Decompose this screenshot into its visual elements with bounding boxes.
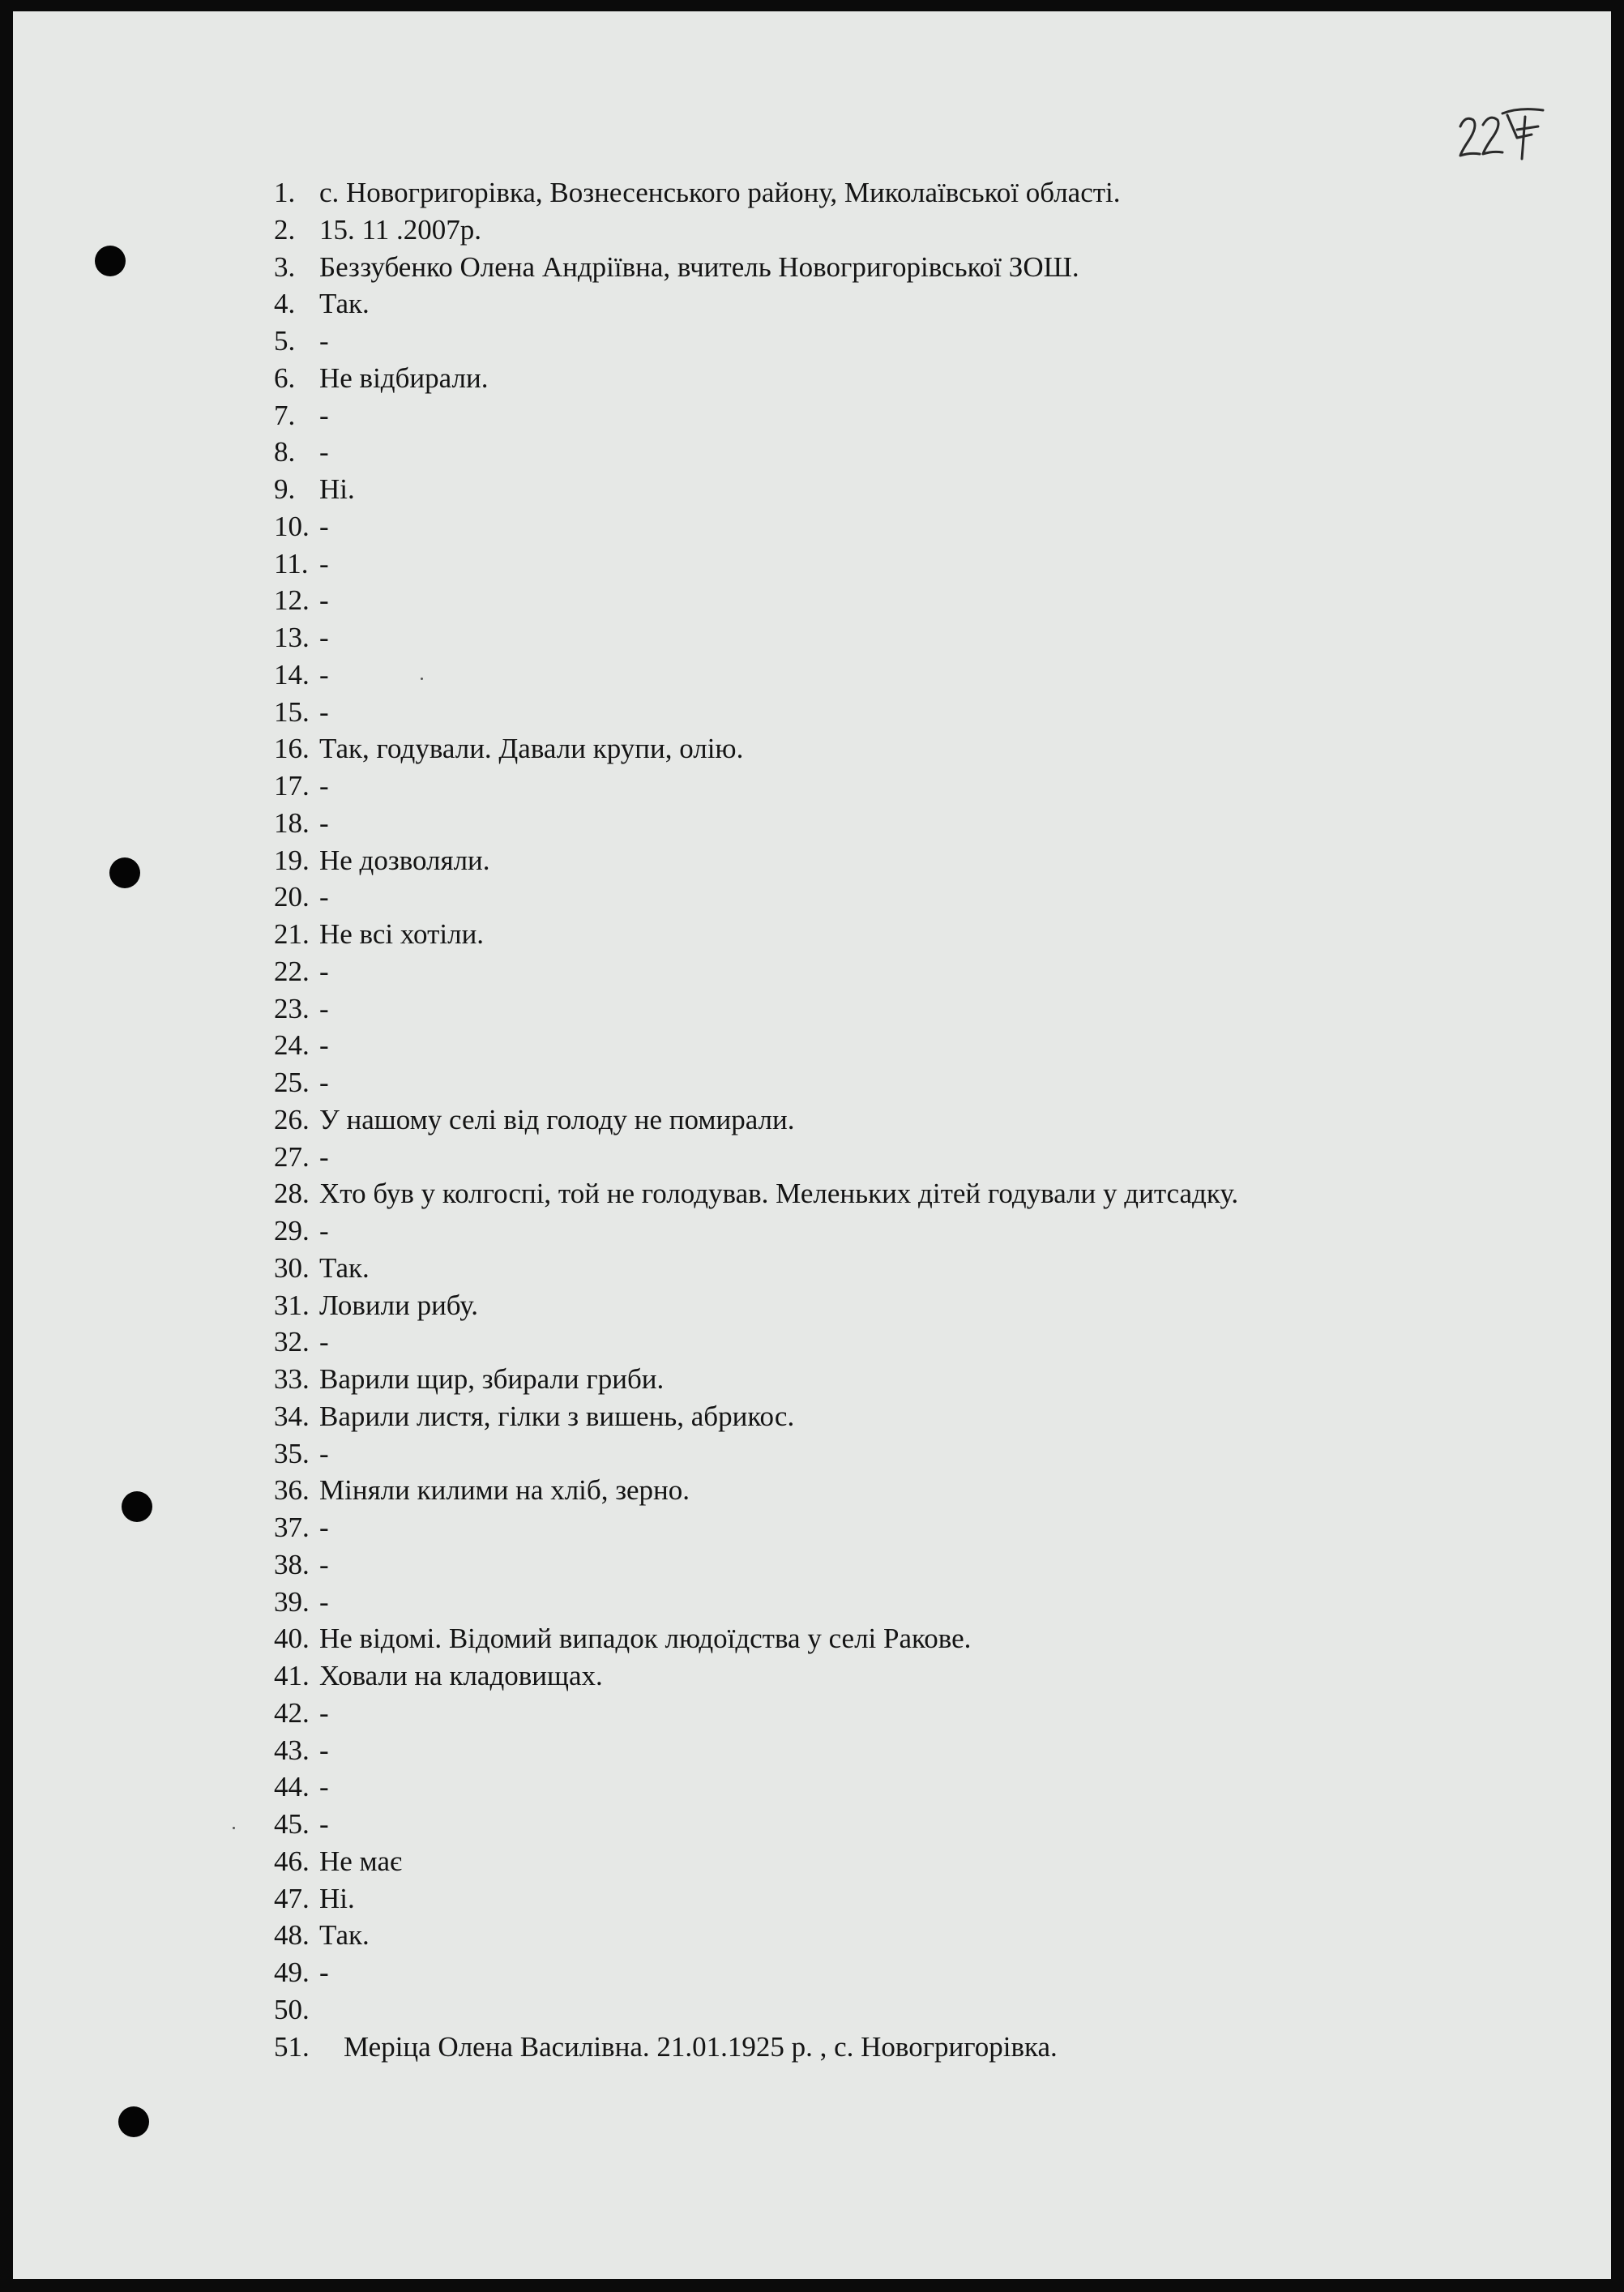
document-page	[13, 11, 1611, 2279]
answer-text: -	[319, 1585, 329, 1618]
answer-number: 24.	[274, 1029, 310, 1062]
answer-item	[274, 916, 1238, 953]
paper-speck	[233, 1827, 235, 1829]
answer-item	[274, 397, 1238, 434]
answer-number: 50.	[274, 1993, 310, 2025]
answer-number: 12.	[274, 584, 310, 617]
answer-number: 48.	[274, 1919, 310, 1952]
answer-text: -	[319, 1548, 329, 1580]
answer-number: 16.	[274, 733, 310, 765]
answer-number: 44.	[274, 1771, 310, 1803]
answer-text: Ні.	[319, 1882, 355, 1914]
answer-item	[274, 1546, 1238, 1584]
answer-item	[274, 434, 1238, 471]
answer-number: 47.	[274, 1882, 310, 1914]
answer-number: 6.	[274, 361, 296, 394]
answer-text: Ні.	[319, 473, 355, 505]
answer-number: 42.	[274, 1696, 310, 1729]
answer-item	[274, 508, 1238, 545]
answer-item	[274, 730, 1238, 768]
punch-hole	[118, 2106, 149, 2137]
answer-item	[274, 1695, 1238, 1732]
answer-text: Так.	[319, 1251, 370, 1284]
answer-item	[274, 805, 1238, 842]
answer-number: 9.	[274, 473, 296, 505]
answer-item	[274, 323, 1238, 360]
answer-number: 33.	[274, 1363, 310, 1395]
answer-text: -	[319, 955, 329, 987]
answer-text: -	[319, 1734, 329, 1766]
answer-number: 31.	[274, 1289, 310, 1321]
answer-text: Так.	[319, 1919, 370, 1952]
answer-item	[274, 619, 1238, 656]
answer-number: 19.	[274, 844, 310, 876]
answer-item	[274, 1917, 1238, 1954]
answer-text: -	[319, 992, 329, 1024]
answer-item	[274, 1212, 1238, 1250]
answer-number: 15.	[274, 695, 310, 728]
answer-item	[274, 471, 1238, 508]
answer-text: Не відомі. Відомий випадок людоїдства у селі Ракове.	[319, 1623, 972, 1655]
answer-number: 37.	[274, 1512, 310, 1543]
punch-hole	[95, 246, 126, 276]
answer-item	[274, 879, 1238, 916]
answer-item	[274, 1175, 1238, 1212]
answer-text: -	[319, 1326, 329, 1358]
answer-item	[274, 1620, 1238, 1657]
punch-hole	[109, 857, 140, 888]
answer-number: 10.	[274, 510, 310, 542]
answer-item	[274, 656, 1238, 694]
answer-text: -	[319, 1029, 329, 1062]
answer-number: 36.	[274, 1474, 310, 1507]
answer-text: -	[319, 770, 329, 802]
answer-text: -	[319, 1512, 329, 1543]
answer-text: Так.	[319, 288, 370, 320]
answer-item	[274, 1361, 1238, 1398]
answer-text: с. Новогригорівка, Вознесенського району, Миколаївської області.	[319, 177, 1121, 208]
answer-item	[274, 1768, 1238, 1806]
answer-item	[274, 1509, 1238, 1546]
answer-text: -	[319, 399, 329, 431]
answer-text: -	[319, 1808, 329, 1840]
answer-text: -	[319, 1215, 329, 1246]
answer-text: Беззубенко Олена Андріївна, вчитель Новогригорівської ЗОШ.	[319, 250, 1079, 283]
answer-item	[274, 1880, 1238, 1918]
handwritten-page-number	[1454, 102, 1551, 175]
answer-text: -	[319, 436, 329, 468]
answer-item	[274, 1843, 1238, 1880]
answer-number: 28.	[274, 1178, 310, 1210]
answer-number: 13.	[274, 622, 310, 653]
answer-text: -	[319, 1437, 329, 1469]
answer-item	[274, 1991, 1238, 2029]
answer-number: 5.	[274, 325, 296, 357]
answer-number: 4.	[274, 288, 296, 320]
answer-number: 45.	[274, 1808, 310, 1840]
answer-item	[274, 768, 1238, 805]
answer-number: 46.	[274, 1845, 310, 1877]
answer-number: 3.	[274, 250, 296, 283]
answer-text: -	[319, 1067, 329, 1098]
answer-text: Варили щир, збирали гриби.	[319, 1363, 665, 1395]
answer-text: Хто був у колгоспі, той не голодував. Меленьких дітей годували у дитсадку.	[319, 1178, 1239, 1210]
answer-text: Не відбирали.	[319, 361, 489, 394]
answer-item	[274, 842, 1238, 879]
answer-number: 43.	[274, 1734, 310, 1766]
answer-text: Ловили рибу.	[319, 1289, 479, 1321]
answer-number: 1.	[274, 177, 296, 208]
answer-text: -	[319, 1771, 329, 1803]
answer-item	[274, 360, 1238, 397]
answer-text: -	[319, 1956, 329, 1988]
answer-item	[274, 1250, 1238, 1287]
answer-item	[274, 174, 1238, 212]
answer-text: -	[319, 1140, 329, 1173]
answer-number: 11.	[274, 547, 309, 579]
answer-number: 23.	[274, 992, 310, 1024]
answer-text: -	[319, 547, 329, 579]
answer-number: 39.	[274, 1585, 310, 1618]
answer-text: Меріца Олена Василівна. 21.01.1925 р. , с. Новогригорівка.	[344, 2030, 1058, 2063]
answer-item	[274, 1101, 1238, 1139]
answer-number: 32.	[274, 1326, 310, 1358]
answer-number: 35.	[274, 1437, 310, 1469]
answer-number: 27.	[274, 1140, 310, 1173]
answer-number: 8.	[274, 436, 296, 468]
page-number-handwriting-icon	[1454, 102, 1551, 175]
answer-text: -	[319, 695, 329, 728]
answer-text: Міняли килими на хліб, зерно.	[319, 1474, 690, 1507]
answer-number: 7.	[274, 399, 296, 431]
answer-item	[274, 1954, 1238, 1991]
answer-number: 18.	[274, 806, 310, 839]
answer-text: Ховали на кладовищах.	[319, 1660, 603, 1691]
answer-item	[274, 1027, 1238, 1064]
answer-text: Не має	[319, 1845, 403, 1877]
punch-hole	[122, 1491, 152, 1522]
answer-item	[274, 953, 1238, 990]
answer-number: 38.	[274, 1548, 310, 1580]
answer-item	[274, 1584, 1238, 1621]
answer-text: -	[319, 510, 329, 542]
answer-number: 40.	[274, 1623, 310, 1655]
answer-item	[274, 2029, 1238, 2066]
answer-item	[274, 545, 1238, 583]
answer-list	[274, 174, 1238, 2065]
answer-item	[274, 990, 1238, 1028]
answer-text: -	[319, 1696, 329, 1729]
answer-item	[274, 1435, 1238, 1473]
answer-item	[274, 694, 1238, 731]
answer-item	[274, 1732, 1238, 1769]
answer-number: 41.	[274, 1660, 310, 1691]
answer-item	[274, 285, 1238, 323]
answer-text: Так, годували. Давали крупи, олію.	[319, 733, 744, 765]
answer-number: 21.	[274, 918, 310, 950]
answer-number: 30.	[274, 1251, 310, 1284]
answer-item	[274, 1657, 1238, 1695]
answer-text: -	[319, 881, 329, 913]
answer-text: 15. 11 .2007р.	[319, 213, 481, 246]
answer-text: У нашому селі від голоду не помирали.	[319, 1103, 795, 1135]
answer-item	[274, 1064, 1238, 1101]
answer-number: 2.	[274, 213, 296, 246]
answer-text: -	[319, 325, 329, 357]
answer-number: 22.	[274, 955, 310, 987]
answer-number: 25.	[274, 1067, 310, 1098]
answer-text: -	[319, 622, 329, 653]
answer-text: -	[319, 658, 329, 691]
answer-number: 14.	[274, 658, 310, 691]
answer-number: 51.	[274, 2030, 310, 2063]
answer-item	[274, 582, 1238, 619]
answer-item	[274, 1472, 1238, 1509]
answer-number: 49.	[274, 1956, 310, 1988]
answer-number: 26.	[274, 1103, 310, 1135]
answer-number: 34.	[274, 1400, 310, 1432]
answer-item	[274, 1323, 1238, 1361]
answer-item	[274, 1398, 1238, 1435]
answer-item	[274, 1139, 1238, 1176]
answer-item	[274, 1287, 1238, 1324]
answer-item	[274, 212, 1238, 249]
answer-text: Варили листя, гілки з вишень, абрикос.	[319, 1400, 795, 1432]
answer-number: 20.	[274, 881, 310, 913]
answer-text: Не дозволяли.	[319, 844, 490, 876]
answer-item	[274, 1806, 1238, 1843]
answer-text: Не всі хотіли.	[319, 918, 485, 950]
answer-number: 29.	[274, 1215, 310, 1246]
answer-text: -	[319, 806, 329, 839]
answer-number: 17.	[274, 770, 310, 802]
answer-text: -	[319, 584, 329, 617]
answer-item	[274, 249, 1238, 286]
